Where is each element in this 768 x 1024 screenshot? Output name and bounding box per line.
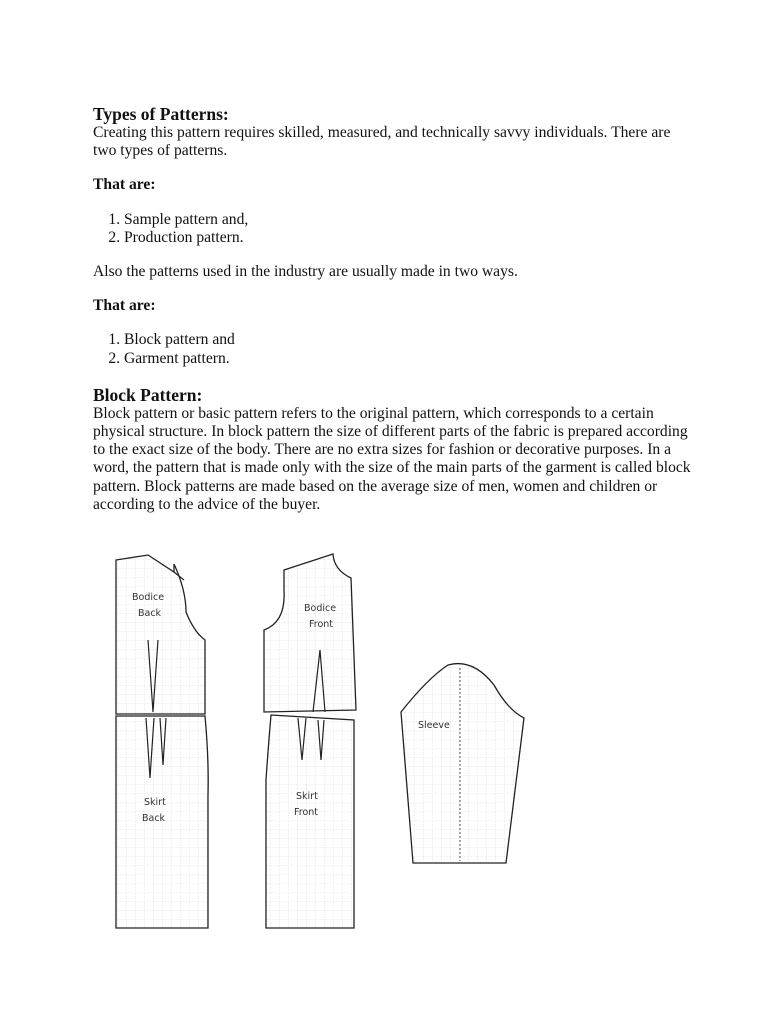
block-pattern-paragraph: Block pattern or basic pattern refers to the original pattern, which corresponds to a certain physical structure. In block pattern the size of different parts of the fabric is prepared according to the exact size of the body. There are no extra sizes for fashion or decorative purposes. In a word, the pattern that is made only with the size of the main parts of the garment is called block pattern. Block patterns are made based on the average size of men, women and children or according to the advice of the buyer.: [93, 404, 691, 513]
block-pattern-illustration: [108, 550, 528, 935]
skirt-front-label-1: Skirt: [296, 791, 318, 802]
pattern-types-list: [93, 211, 693, 247]
bodice-back-piece: [116, 555, 205, 714]
skirt-front-label-2: Front: [294, 807, 319, 818]
that-are-label-1: That are:: [93, 176, 156, 194]
skirt-front-piece: [266, 715, 354, 928]
sleeve-piece: [401, 664, 524, 863]
list-item: 1. Block pattern and: [124, 331, 693, 349]
bodice-front-label-1: Bodice: [304, 603, 337, 614]
types-of-patterns-heading: Types of Patterns:: [93, 104, 229, 124]
bodice-front-label-2: Front: [309, 619, 334, 630]
list-item: 1. Sample pattern and,: [124, 211, 693, 229]
bodice-front-piece: [264, 554, 356, 712]
bodice-back-label-2: Back: [138, 608, 162, 619]
that-are-label-2: That are:: [93, 297, 156, 315]
pattern-methods-list: [93, 331, 693, 367]
bodice-back-label-1: Bodice: [132, 592, 165, 603]
skirt-back-piece: [116, 716, 208, 928]
types-intro-paragraph: Creating this pattern requires skilled, measured, and technically savvy individuals. There are two types of patterns.: [93, 124, 671, 160]
skirt-back-label-2: Back: [142, 813, 166, 824]
sleeve-label: Sleeve: [418, 720, 450, 731]
also-paragraph: Also the patterns used in the industry are usually made in two ways.: [93, 263, 518, 281]
skirt-back-label-1: Skirt: [144, 797, 166, 808]
block-pattern-heading: Block Pattern:: [93, 384, 203, 405]
document-page: [93, 104, 693, 514]
list-item: 2. Production pattern.: [124, 229, 693, 247]
list-item: 2. Garment pattern.: [124, 350, 693, 368]
